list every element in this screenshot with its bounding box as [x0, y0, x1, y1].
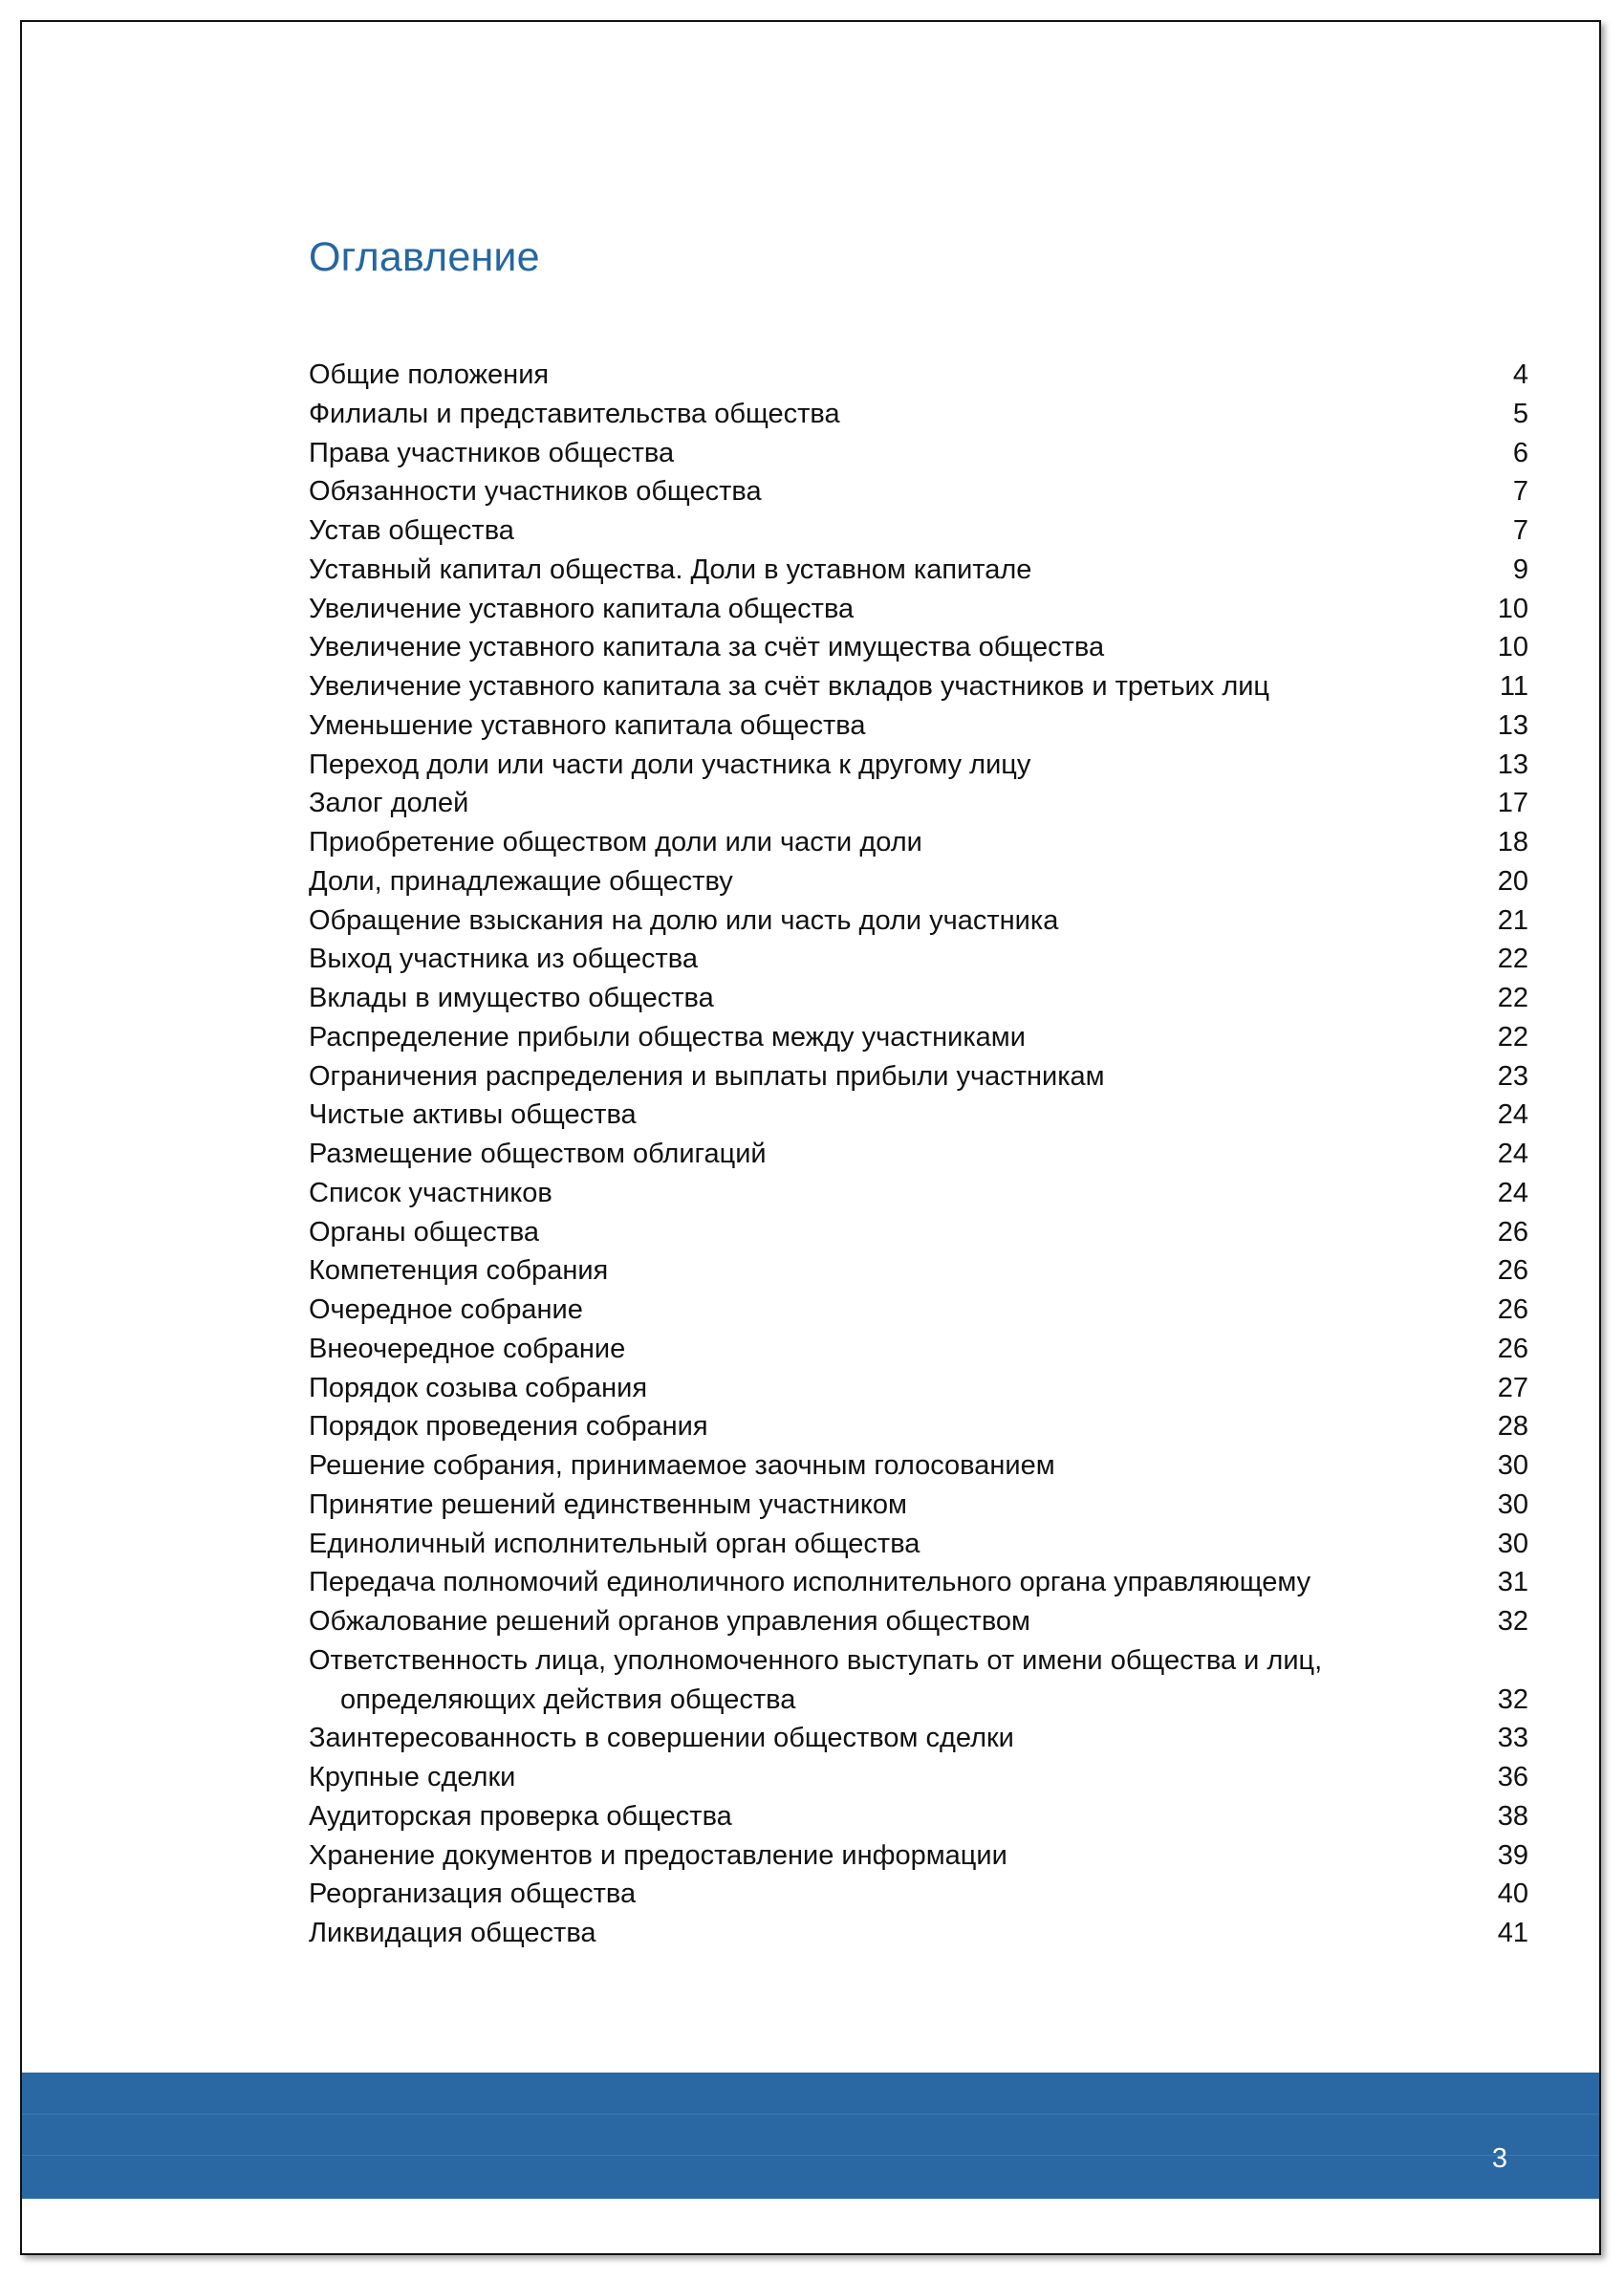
toc-entry-page-number: 38	[1497, 1800, 1528, 1832]
toc-entry-title-line: Обжалование решений органов управления обществом	[309, 1606, 1030, 1637]
toc-entry-title-line: Приобретение обществом доли или части доли	[309, 827, 922, 858]
toc-entry[interactable]	[309, 1563, 1528, 1602]
toc-entry[interactable]	[309, 1291, 1528, 1330]
toc-entry[interactable]	[309, 1836, 1528, 1876]
toc-entry-title-line: определяющих действия общества	[340, 1683, 796, 1715]
toc-entry[interactable]	[309, 862, 1528, 901]
footer-divider	[22, 2155, 1599, 2156]
toc-entry-title	[309, 356, 1471, 395]
toc-entry-title	[309, 1213, 1471, 1252]
toc-entry-title-line: Устав общества	[309, 515, 514, 546]
toc-entry[interactable]	[309, 551, 1528, 590]
toc-entry-page-number: 32	[1497, 1606, 1528, 1637]
toc-entry-page-number: 40	[1497, 1878, 1528, 1910]
toc-entry-page-number: 32	[1497, 1683, 1528, 1715]
toc-entry-title-line: Распределение прибыли общества между участниками	[309, 1021, 1026, 1053]
toc-entry[interactable]	[309, 1486, 1528, 1525]
toc-entry[interactable]	[309, 1096, 1528, 1135]
toc-entry-title	[309, 1914, 1471, 1953]
toc-entry-title	[309, 551, 1471, 590]
toc-entry-page-number: 30	[1497, 1488, 1528, 1520]
toc-entry-page-number: 4	[1512, 359, 1528, 390]
toc-entry-title-line: Уменьшение уставного капитала общества	[309, 709, 866, 741]
toc-entry-page-number: 7	[1512, 515, 1528, 546]
toc-entry-page-number: 22	[1497, 944, 1528, 975]
toc-entry-page-number: 39	[1497, 1839, 1528, 1871]
toc-entry-page-number: 7	[1512, 476, 1528, 508]
toc-entry[interactable]	[309, 395, 1528, 434]
toc-entry-title-line: Крупные сделки	[309, 1762, 516, 1792]
toc-entry-title-line: Принятие решений единственным участником	[309, 1488, 907, 1520]
toc-entry-title	[309, 667, 1471, 706]
toc-entry-title	[309, 940, 1471, 979]
toc-entry-page-number: 21	[1497, 904, 1528, 936]
toc-entry-title	[309, 511, 1471, 551]
toc-entry-title	[309, 1135, 1471, 1174]
toc-entry-page-number: 24	[1497, 1099, 1528, 1131]
toc-entry[interactable]	[309, 1797, 1528, 1836]
toc-entry-title-line: Чистые активы общества	[309, 1099, 637, 1131]
toc-entry[interactable]	[309, 1057, 1528, 1097]
toc-entry-page-number: 23	[1497, 1060, 1528, 1092]
toc-entry-title-line: Хранение документов и предоставление информации	[309, 1839, 1007, 1871]
toc-entry-page-number: 10	[1497, 593, 1528, 624]
toc-entry-title	[309, 395, 1471, 434]
toc-entry-page-number: 26	[1497, 1216, 1528, 1248]
toc-entry-title-line: Порядок проведения собрания	[309, 1411, 708, 1443]
toc-entry-title-line: Уставный капитал общества. Доли в уставном капитале	[309, 554, 1032, 585]
toc-entry-title-line: Залог долей	[309, 788, 469, 819]
toc-entry-title-line: Выход участника из общества	[309, 944, 699, 975]
toc-entry-title	[309, 823, 1471, 862]
toc-entry-title-line: Размещение обществом облигаций	[309, 1139, 767, 1169]
toc-entry-page-number: 33	[1497, 1723, 1528, 1754]
toc-entry-title-line: Увеличение уставного капитала за счёт имущества общества	[309, 632, 1105, 663]
toc-entry[interactable]	[309, 746, 1528, 785]
toc-entry[interactable]	[309, 823, 1528, 862]
toc-entry[interactable]	[309, 1330, 1528, 1369]
toc-entry-page-number: 13	[1497, 709, 1528, 741]
toc-entry-title-line: Увеличение уставного капитала общества	[309, 593, 855, 624]
toc-entry[interactable]	[309, 472, 1528, 511]
toc-entry-page-number: 5	[1512, 398, 1528, 429]
toc-entry-page-number: 27	[1497, 1372, 1528, 1403]
toc-entry-title	[309, 1291, 1471, 1330]
toc-entry-title-line: Заинтересованность в совершении обществом сделки	[309, 1723, 1014, 1754]
toc-entry[interactable]	[309, 1446, 1528, 1486]
toc-entry[interactable]	[309, 1135, 1528, 1174]
toc-entry-page-number: 13	[1497, 749, 1528, 780]
toc-entry-title	[309, 472, 1471, 511]
page-title: Оглавление	[309, 234, 540, 280]
toc-entry-title-line: Передача полномочий единоличного исполнительного органа управляющему	[309, 1567, 1311, 1598]
footer-band	[22, 2073, 1599, 2199]
toc-entry-title-line: Единоличный исполнительный орган общества	[309, 1528, 920, 1559]
toc-entry-title	[309, 1641, 1471, 1720]
toc-entry[interactable]	[309, 434, 1528, 473]
toc-entry-title-line: Очередное собрание	[309, 1294, 583, 1325]
toc-entry[interactable]	[309, 979, 1528, 1018]
toc-entry-title-line: Филиалы и представительства общества	[309, 398, 840, 429]
toc-entry-title	[309, 901, 1471, 941]
toc-entry-title-line: Органы общества	[309, 1216, 540, 1248]
toc-entry-title-line: Общие положения	[309, 359, 550, 390]
toc-entry-title-line: Внеочередное собрание	[309, 1333, 626, 1364]
toc-entry-page-number: 30	[1497, 1528, 1528, 1559]
toc-entry-page-number: 36	[1497, 1762, 1528, 1792]
toc-entry[interactable]	[309, 667, 1528, 706]
toc-entry-page-number: 24	[1497, 1177, 1528, 1208]
toc-entry-title-line: Вклады в имущество общества	[309, 983, 714, 1013]
table-of-contents	[309, 356, 1528, 1953]
toc-entry-page-number: 22	[1497, 983, 1528, 1013]
toc-entry[interactable]	[309, 1875, 1528, 1914]
toc-entry[interactable]	[309, 1525, 1528, 1564]
toc-entry-title-line: Список участников	[309, 1177, 552, 1208]
toc-entry-title-line: Решение собрания, принимаемое заочным голосованием	[309, 1450, 1055, 1481]
toc-entry-title-line: Ответственность лица, уполномоченного выступать от имени общества и лиц,	[309, 1644, 1323, 1676]
toc-entry-title	[309, 1057, 1471, 1097]
toc-entry-title	[309, 1486, 1471, 1525]
toc-entry-title-line: Обязанности участников общества	[309, 476, 762, 508]
toc-entry-title	[309, 1096, 1471, 1135]
toc-entry-page-number: 31	[1497, 1567, 1528, 1598]
toc-entry-title	[309, 1330, 1471, 1369]
toc-entry-title	[309, 1602, 1471, 1641]
toc-entry-title	[309, 1018, 1471, 1057]
toc-entry-title-line: Компетенция собрания	[309, 1255, 609, 1287]
toc-entry[interactable]	[309, 1602, 1528, 1641]
toc-entry[interactable]	[309, 784, 1528, 823]
toc-entry-page-number: 18	[1497, 827, 1528, 858]
toc-entry-title-line: Доли, принадлежащие обществу	[309, 865, 733, 897]
toc-entry-title-line: Увеличение уставного капитала за счёт вкладов участников и третьих лиц	[309, 671, 1270, 702]
toc-entry-title	[309, 1758, 1471, 1797]
toc-entry[interactable]	[309, 1174, 1528, 1213]
toc-entry-title-line: Реорганизация общества	[309, 1878, 637, 1910]
toc-entry-title	[309, 1797, 1471, 1836]
toc-entry[interactable]	[309, 356, 1528, 395]
toc-entry-title-line: Переход доли или части доли участника к другому лицу	[309, 749, 1031, 780]
toc-entry-page-number: 26	[1497, 1333, 1528, 1364]
toc-entry[interactable]	[309, 1407, 1528, 1446]
toc-entry-title	[309, 1407, 1471, 1446]
toc-entry-page-number: 30	[1497, 1450, 1528, 1481]
toc-entry-title	[309, 1525, 1471, 1564]
toc-entry-title	[309, 706, 1471, 746]
toc-entry-page-number: 28	[1497, 1411, 1528, 1443]
toc-entry-title-line: Порядок созыва собрания	[309, 1372, 648, 1403]
document-page	[20, 20, 1601, 2255]
toc-entry-title	[309, 1174, 1471, 1213]
toc-entry[interactable]	[309, 901, 1528, 941]
toc-entry[interactable]	[309, 940, 1528, 979]
toc-entry-title-line: Ограничения распределения и выплаты прибыли участникам	[309, 1060, 1105, 1092]
toc-entry-title	[309, 1446, 1471, 1486]
toc-entry-title	[309, 590, 1471, 629]
toc-entry-title-line: Обращение взыскания на долю или часть доли участника	[309, 904, 1059, 936]
toc-entry[interactable]	[309, 1369, 1528, 1408]
toc-entry-title-line: Ликвидация общества	[309, 1918, 596, 1948]
toc-entry[interactable]	[309, 1914, 1528, 1953]
toc-entry[interactable]	[309, 1641, 1528, 1720]
toc-entry-page-number: 9	[1512, 554, 1528, 585]
toc-entry-title-line: Права участников общества	[309, 437, 675, 468]
toc-entry[interactable]	[309, 511, 1528, 551]
toc-entry-page-number: 24	[1497, 1139, 1528, 1169]
toc-entry[interactable]	[309, 1018, 1528, 1057]
toc-entry-title	[309, 434, 1471, 473]
toc-entry-title	[309, 1719, 1471, 1758]
toc-entry-title	[309, 1251, 1471, 1291]
toc-entry-page-number: 26	[1497, 1255, 1528, 1287]
page-number: 3	[1491, 2143, 1507, 2174]
toc-entry[interactable]	[309, 1213, 1528, 1252]
toc-entry-title	[309, 862, 1471, 901]
toc-entry[interactable]	[309, 628, 1528, 667]
toc-entry[interactable]	[309, 590, 1528, 629]
toc-entry-title	[309, 628, 1471, 667]
toc-entry[interactable]	[309, 706, 1528, 746]
toc-entry-page-number: 20	[1497, 865, 1528, 897]
toc-entry-title	[309, 1563, 1471, 1602]
toc-entry-title	[309, 1836, 1471, 1876]
toc-entry-page-number: 6	[1512, 437, 1528, 468]
toc-entry-page-number: 11	[1499, 671, 1528, 702]
toc-entry-title	[309, 979, 1471, 1018]
toc-entry-title	[309, 1369, 1471, 1408]
toc-entry-page-number: 22	[1497, 1021, 1528, 1053]
toc-entry-title	[309, 784, 1471, 823]
toc-entry-page-number: 10	[1497, 632, 1528, 663]
toc-entry-page-number: 26	[1497, 1294, 1528, 1325]
toc-entry-page-number: 41	[1497, 1918, 1528, 1948]
toc-entry[interactable]	[309, 1719, 1528, 1758]
footer-divider	[22, 2114, 1599, 2115]
toc-entry[interactable]	[309, 1251, 1528, 1291]
toc-entry-title	[309, 746, 1471, 785]
toc-entry-title-line: Аудиторская проверка общества	[309, 1800, 732, 1832]
toc-entry[interactable]	[309, 1758, 1528, 1797]
toc-entry-page-number: 17	[1497, 788, 1528, 819]
toc-entry-title	[309, 1875, 1471, 1914]
